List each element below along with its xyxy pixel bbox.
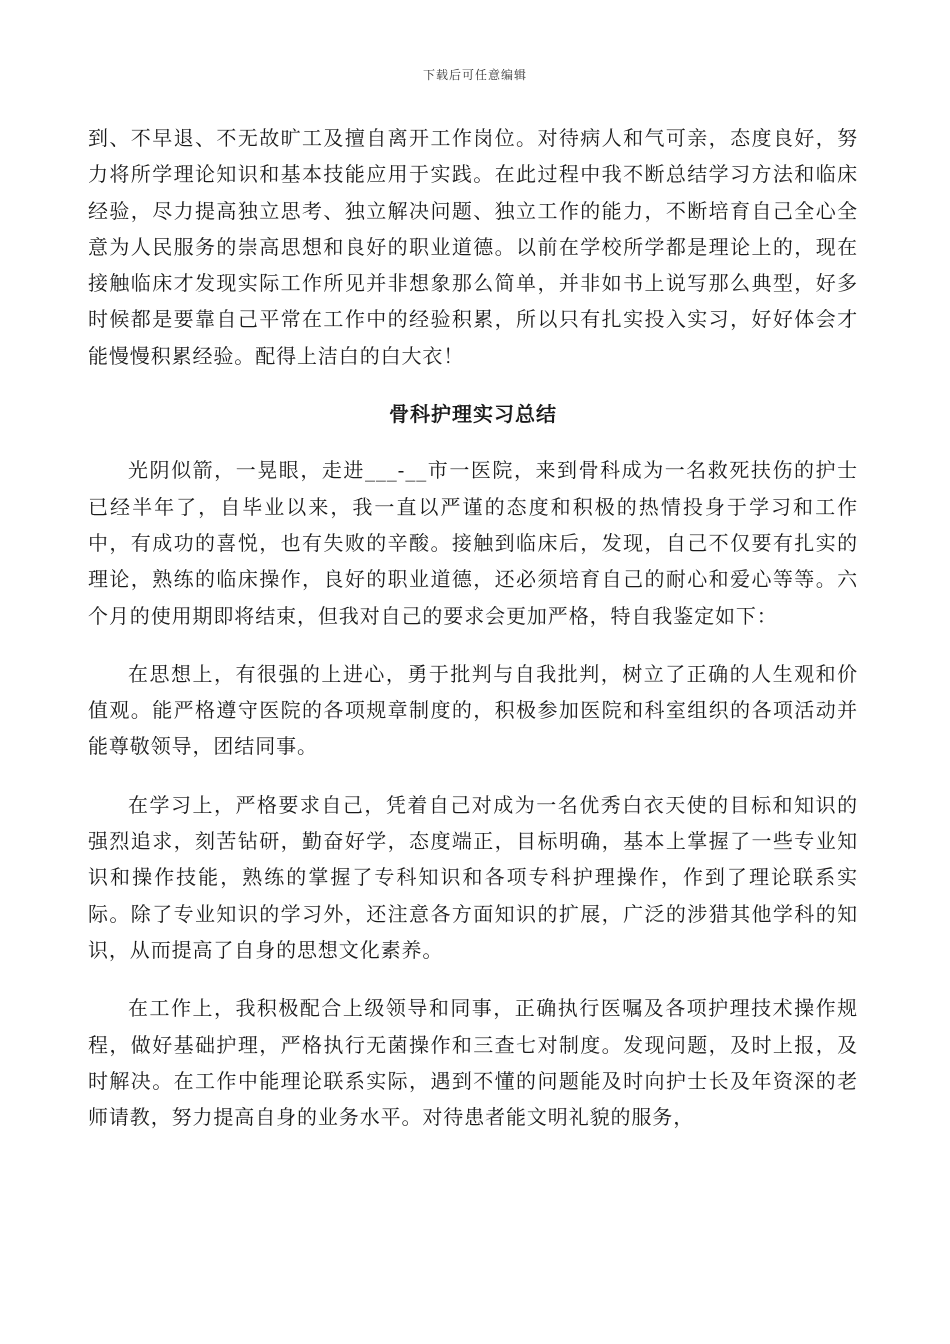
paragraph-intro: 光阴似箭，一晃眼，走进___-__市一医院，来到骨科成为一名救死扶伤的护士已经半年了，自毕业以来，我一直以严谨的态度和积极的热情投身于学习和工作中，有成功的喜悦，也有失败的辛酸。接触到临床后，发现，自己不仅要有扎实的理论，熟练的临床操作，良好的职业道德，还必须培育自己的耐心和爱心等等。六个月的使用期即将结束，但我对自己的要求会更加严格，特自我鉴定如下： bbox=[88, 458, 858, 628]
section-title: 骨科护理实习总结 bbox=[389, 402, 557, 427]
document-body bbox=[88, 120, 858, 1135]
header-note: 下载后可任意编辑 bbox=[422, 68, 527, 82]
paragraph-work: 在工作上，我积极配合上级领导和同事，正确执行医嘱及各项护理技术操作规程，做好基础护理，严格执行无菌操作和三查七对制度。发现问题，及时上报，及时解决。在工作中能理论联系实际，遇到不懂的问题能及时向护士长及年资深的老师请教，努力提高自身的业务水平。对待患者能文明礼貌的服务， bbox=[88, 996, 858, 1130]
paragraph-study: 在学习上，严格要求自己，凭着自己对成为一名优秀白衣天使的目标和知识的强烈追求，刻苦钻研，勤奋好学，态度端正，目标明确，基本上掌握了一些专业知识和操作技能，熟练的掌握了专科知识和各项专科护理操作，作到了理论联系实际。除了专业知识的学习外，还注意各方面知识的扩展，广泛的涉猎其他学科的知识，从而提高了自身的思想文化素养。 bbox=[88, 792, 858, 962]
paragraph-thought: 在思想上，有很强的上进心，勇于批判与自我批判，树立了正确的人生观和价值观。能严格遵守医院的各项规章制度的，积极参加医院和科室组织的各项活动并能尊敬领导，团结同事。 bbox=[88, 661, 858, 759]
continuation-paragraph: 到、不早退、不无故旷工及擅自离开工作岗位。对待病人和气可亲，态度良好，努力将所学理论知识和基本技能应用于实践。在此过程中我不断总结学习方法和临床经验，尽力提高独立思考、独立解决问题、独立工作的能力，不断培育自己全心全意为人民服务的崇高思想和良好的职业道德。以前在学校所学都是理论上的，现在接触临床才发现实际工作所见并非想象那么简单，并非如书上说写那么典型，好多时候都是要靠自己平常在工作中的经验积累，所以只有扎实投入实习，好好体会才能慢慢积累经验。配得上洁白的白大衣！ bbox=[88, 126, 858, 368]
